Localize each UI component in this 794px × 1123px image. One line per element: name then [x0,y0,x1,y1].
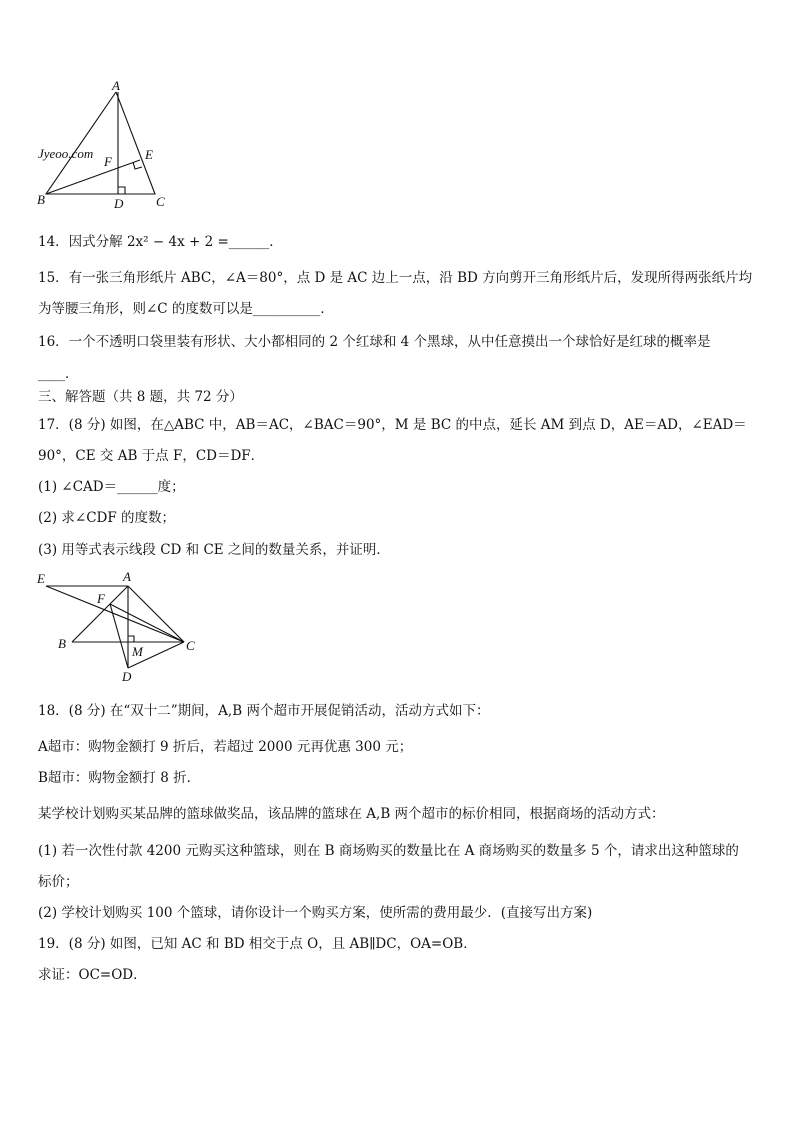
label-m: M [132,644,143,659]
label-d: D [122,669,132,684]
segment-ac [128,586,184,642]
question-18-part-1: (1) 若一次性付款 4200 元购买这种篮球，则在 B 商场购买的数量比在 A 商场购买的数量多 5 个，请求出这种篮球的 [38,843,739,859]
question-18-line-1: 18．(8 分) 在“双十二”期间，A,B 两个超市开展促销活动，活动方式如下： [38,703,490,719]
label-f: F [97,591,105,606]
label-e: E [145,147,153,162]
section-heading: 三、解答题（共 8 题，共 72 分） [38,389,243,405]
question-17-part-3: (3) 用等式表示线段 CD 和 CE 之间的数量关系，并证明． [38,542,390,558]
label-c: C [156,194,165,209]
segment-fd [110,604,128,668]
label-c: C [186,638,195,653]
question-16-line-2: ____． [38,366,79,382]
label-b: B [58,636,66,651]
label-a: A [123,569,131,584]
triangle-figure-2 [34,568,204,684]
segment-ec [46,586,184,642]
question-18-option-b: B超市：购物金额打 8 折． [38,770,201,786]
question-18-part-1-cont: 标价； [38,874,79,890]
right-angle-m [128,636,134,642]
question-16-line-1: 16．一个不透明口袋里装有形状、大小都相同的 2 个红球和 4 个黑球，从中任意摸出一个球恰好是红球的概率是 [38,334,711,350]
question-18-option-a: A超市：购物金额打 9 折后，若超过 2000 元再优惠 300 元； [38,739,413,755]
segment-fc [110,604,184,642]
label-a: A [112,80,120,93]
right-angle-e [133,162,142,169]
right-angle-d [118,187,125,194]
question-15-line-1: 15．有一张三角形纸片 ABC，∠A＝80°，点 D 是 AC 边上一点，沿 BD 方向剪开三角形纸片后，发现所得两张纸片均 [38,270,753,286]
label-f: F [104,154,112,169]
question-17-line-1: 17．(8 分) 如图，在△ABC 中，AB＝AC，∠BAC＝90°，M 是 BC 的中点，延长 AM 到点 D，AE＝AD，∠EAD＝ [38,417,747,433]
question-17-part-1: (1) ∠CAD＝______度； [38,479,185,495]
question-18-line-2: 某学校计划购买某品牌的篮球做奖品，该品牌的篮球在 A,B 两个超市的标价相同，根据商场的活动方式： [38,806,665,822]
label-b: B [37,192,45,207]
triangle-figure-1 [34,80,174,212]
question-15-line-2: 为等腰三角形，则∠C 的度数可以是__________． [38,301,334,317]
question-17-part-2: (2) 求∠CDF 的度数； [38,510,176,526]
triangle-abc [46,92,155,194]
question-18-part-2: (2) 学校计划购买 100 个篮球，请你设计一个购买方案，使所需的费用最少．(直接写出方案) [38,905,593,921]
question-14: 14．因式分解 2x² − 4x + 2 =______． [38,234,283,250]
label-d: D [114,196,124,211]
question-19-line-2: 求证：OC=OD． [38,967,147,983]
question-17-line-2: 90°，CE 交 AB 于点 F，CD＝DF． [38,448,265,464]
question-19-line-1: 19．(8 分) 如图，已知 AC 和 BD 相交于点 O，且 AB∥DC，OA=OB． [38,936,477,952]
label-e: E [37,571,45,586]
watermark: Jyeoo.com [38,146,94,161]
segment-be [46,160,140,194]
